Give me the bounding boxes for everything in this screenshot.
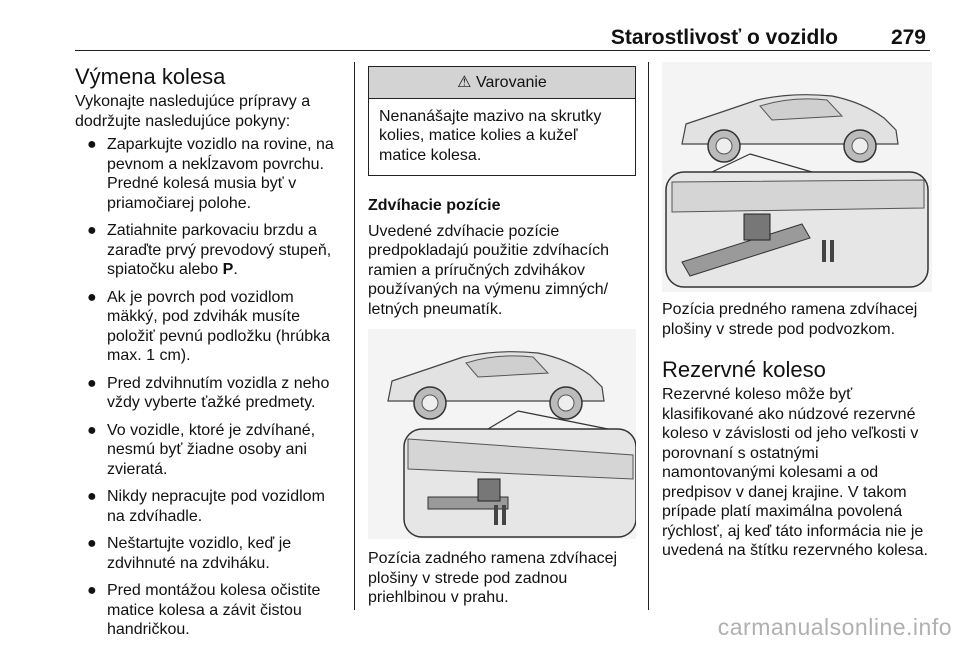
subheading-lift-positions: Zdvíhacie pozície — [368, 197, 501, 214]
warning-text: Nenanášajte mazivo na skrutky kolies, matice kolies a kužeľ matice kolesa. — [379, 107, 602, 164]
list-item: ● Pred zdvihnutím vozidla z neho vždy vyberte ťažké predmety. — [87, 374, 330, 411]
column-2 — [368, 60, 636, 608]
page-header — [75, 22, 930, 52]
page-number: 279 — [890, 26, 926, 49]
instruction-list — [75, 135, 340, 640]
bullet-icon: ● — [87, 222, 97, 239]
list-item: ● Vo vozidle, ktoré je zdvíhané, nesmú byť žiadne osoby ani zvieratá. — [87, 421, 316, 478]
section-heading-spare-wheel: Rezervné koleso — [662, 357, 826, 382]
list-item: ● Nikdy nepracujte pod vozidlom na zdvíhadle. — [87, 488, 325, 525]
spare-wheel-text: Rezervné koleso môže byť klasifikované ako núdzové rezervné koleso v závislosti od jeho veľkosti v porovnaní s ostatnými namontovanými kolesami a od predpisov v danej krajine. V takom prípade platí maximálna povolená rýchlosť, aj keď táto informácia nie je uvedená na štítku rezervného kolesa. — [662, 386, 928, 559]
bullet-icon: ● — [87, 488, 97, 505]
bullet-icon: ● — [87, 374, 97, 392]
lift-positions-text: Uvedené zdvíhacie pozície predpokladajú použitie zdvíhacích ramien a príručných zdvihákov používaných na výmenu zimných/ letných pneumatík. — [368, 222, 610, 318]
column-divider-1 — [354, 62, 355, 610]
bullet-icon: ● — [87, 582, 97, 599]
list-item: ● Zatiahnite parkovaciu brzdu a zaraďte prvý prevodový stupeň, spiatočku alebo P. — [87, 222, 332, 278]
list-item: ● Zaparkujte vozidlo na rovine, na pevnom a nekĺzavom povrchu. Predné kolesá musia byť v priamočiarej polohe. — [87, 136, 334, 212]
rear-lift-caption: Pozícia zadného ramena zdvíhacej plošiny v strede pod zadnou priehlbinou v prahu. — [368, 550, 618, 606]
section-heading-wheel-change: Výmena kolesa — [75, 64, 226, 89]
front-lift-caption: Pozícia predného ramena zdvíhacej plošiny v strede pod podvozkom. — [662, 301, 918, 338]
column-1 — [75, 60, 340, 648]
bullet-icon: ● — [87, 535, 97, 552]
front-lift-point-image — [662, 62, 932, 292]
bullet-icon: ● — [87, 136, 97, 153]
list-item: ● Ak je povrch pod vozidlom mäkký, pod zdvihák musíte položiť pevnú podložku (hrúbka max. 1 cm). — [87, 288, 331, 364]
bullet-icon: ● — [87, 288, 97, 306]
watermark: carmanualsonline.info — [717, 614, 952, 640]
warning-icon: ⚠ — [457, 74, 472, 91]
warning-label: Varovanie — [475, 74, 547, 91]
rear-lift-point-illustration — [368, 329, 636, 539]
gear-p-label: P — [222, 261, 234, 278]
warning-header — [369, 67, 635, 99]
column-3 — [662, 60, 932, 561]
rear-lift-point-image — [368, 329, 636, 539]
front-lift-point-illustration — [662, 62, 932, 292]
header-title: Starostlivosť o vozidlo — [610, 26, 838, 49]
bullet-icon: ● — [87, 421, 97, 439]
list-item: ● Neštartujte vozidlo, keď je zdvihnuté na zdviháku. — [87, 535, 292, 572]
column-divider-2 — [648, 62, 649, 610]
warning-box — [368, 66, 636, 176]
list-item: ● Pred montážou kolesa očistite matice kolesa a závit čistou handričkou. — [87, 582, 321, 638]
header-rule — [75, 50, 930, 51]
intro-text: Vykonajte nasledujúce prípravy a dodržujte nasledujúce pokyny: — [75, 93, 311, 130]
